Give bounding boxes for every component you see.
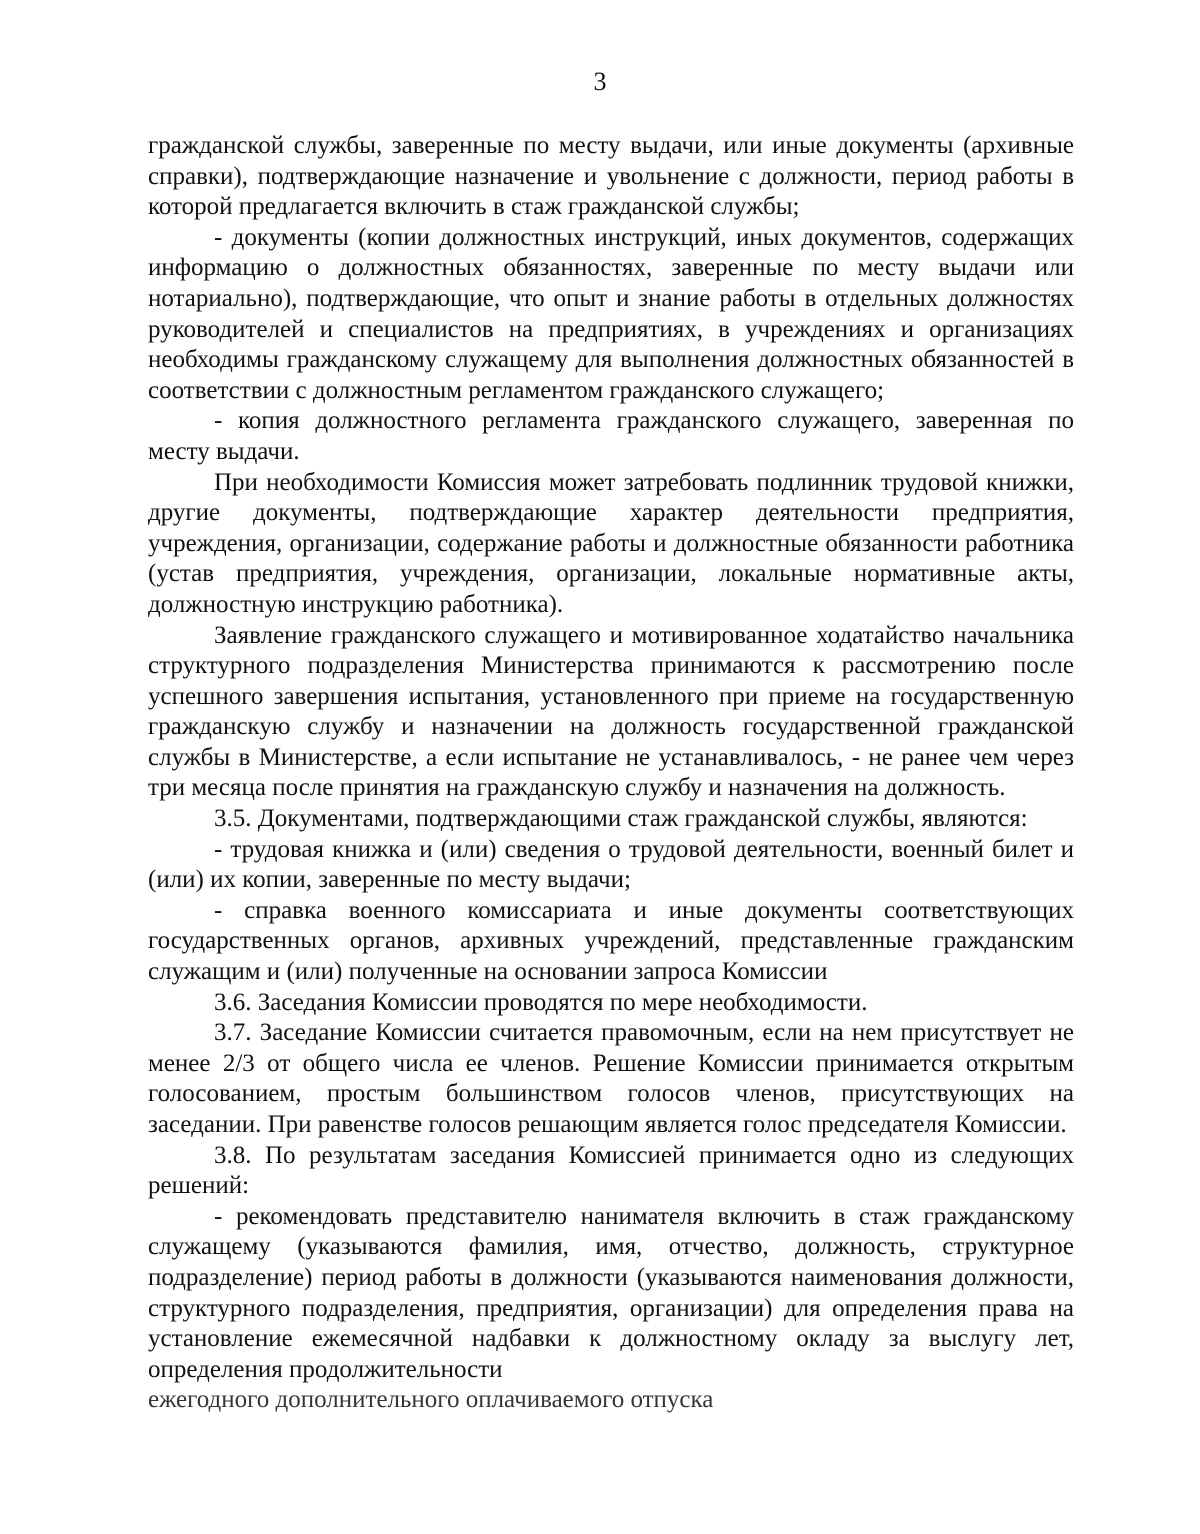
page-number: 3 [593, 67, 607, 96]
list-item-recommend-include: - рекомендовать представителю нанимателя включить в стаж гражданскому служащему (указываются фамилия, имя, отчество, должность, структурное подразделение) период работы в должности (указываются наименования должности, структурного подразделения, предприятия, организации) для определения права на установление ежемесячной надбавки к должностному окладу за выслугу лет, определения продолжительности [148, 1202, 1074, 1383]
list-item-job-descriptions: - документы (копии должностных инструкций, иных документов, содержащих информацию о должностных обязанностях, заверенные по месту выдачи или нотариально), подтверждающие, что опыт и знание работы в отдельных должностях руководителей и специалистов на предприятиях, в учреждениях и организациях необходимы гражданскому служащему для выполнения должностных обязанностей в соответствии с должностным регламентом гражданского служащего; [148, 223, 1074, 404]
clause-3-6: 3.6. Заседания Комиссии проводятся по мере необходимости. [214, 988, 868, 1016]
list-item-job-regulation-copy: - копия должностного регламента гражданского служащего, заверенная по месту выдачи. [148, 407, 1074, 465]
paragraph-cut-off: ежегодного дополнительного оплачиваемого отпуска [148, 1386, 714, 1414]
paragraph-application-review: Заявление гражданского служащего и мотивированное ходатайство начальника структурного подразделения Министерства принимаются к рассмотрению после успешного завершения испытания, установленного при приеме на государственную гражданскую службу и назначении на должность государственной гражданской службы в Министерстве, а если испытание не устанавливалось, - не ранее чем через три месяца после принятия на гражданскую службу и назначения на должность. [148, 621, 1074, 802]
clause-3-7: 3.7. Заседание Комиссии считается правомочным, если на нем присутствует не менее 2/3 от общего числа ее членов. Решение Комиссии принимается открытым голосованием, простым большинством голосов членов, присутствующих на заседании. При равенстве голосов решающим является голос председателя Комиссии. [148, 1019, 1074, 1138]
paragraph-continuation: гражданской службы, заверенные по месту выдачи, или иные документы (архивные справки), подтверждающие назначение и увольнение с должности, период работы в которой предлагается включить в стаж гражданской службы; [148, 132, 1074, 221]
clause-3-8: 3.8. По результатам заседания Комиссией принимается одно из следующих решений: [148, 1141, 1074, 1200]
list-item-military-certificate: - справка военного комиссариата и иные документы соответствующих государственных органов, архивных учреждений, представленные гражданским служащим и (или) полученные на основании запроса Комиссии [148, 896, 1074, 986]
document-body [148, 131, 1074, 1419]
clause-3-5: 3.5. Документами, подтверждающими стаж гражданской службы, являются: [214, 805, 1028, 833]
paragraph-commission-request: При необходимости Комиссия может затребовать подлинник трудовой книжки, другие документы, подтверждающие характер деятельности предприятия, учреждения, организации, содержание работы и должностные обязанности работника (устав предприятия, учреждения, организации, локальные нормативные акты, должностную инструкцию работника). [148, 468, 1074, 618]
list-item-work-record: - трудовая книжка и (или) сведения о трудовой деятельности, военный билет и (или) их копии, заверенные по месту выдачи; [148, 835, 1074, 894]
